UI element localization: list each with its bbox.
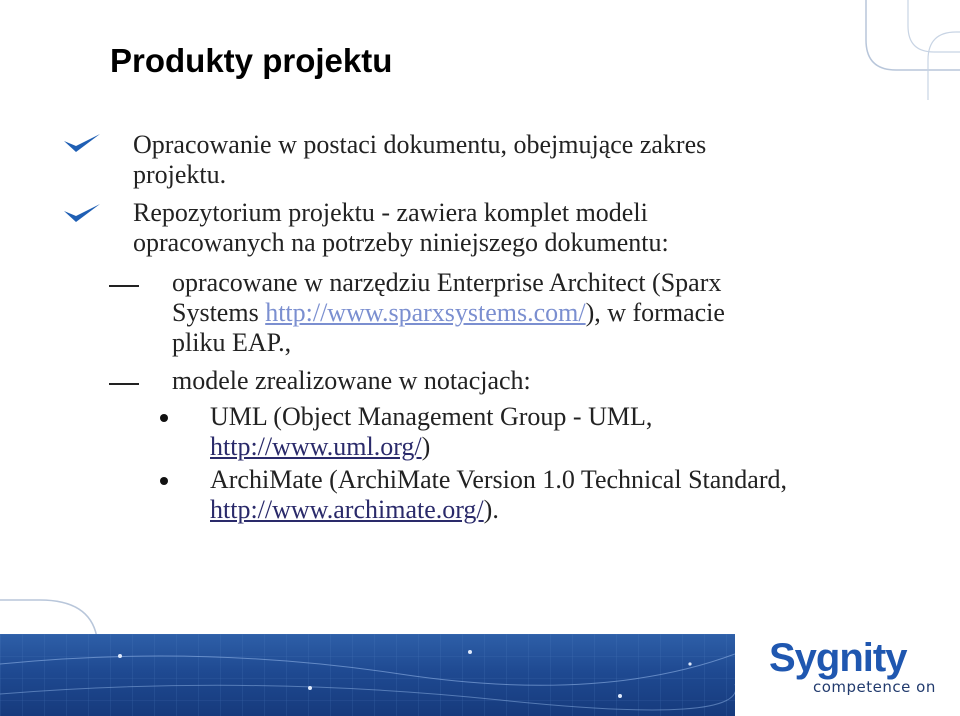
list-item [172,366,862,396]
item-line: Opracowanie w postaci dokumentu, obejmujące zakres [133,130,707,159]
checkmark-bullet-icon [62,202,102,226]
dash-bullet [109,285,139,287]
item-text: ), w formacie [585,298,725,327]
sparxsystems-link[interactable]: http://www.sparxsystems.com/ [265,298,586,327]
item-line [210,495,900,525]
item-line: opracowanych na potrzeby niniejszego dokumentu: [133,228,669,257]
slide-title: Produkty projektu [110,42,393,79]
brand-tagline: competence on [813,678,936,696]
item-line: projektu. [133,160,227,189]
item-line: opracowane w narzędziu Enterprise Architect (Sparx [172,268,722,297]
item-line: Repozytorium projektu - zawiera komplet modeli [133,198,648,227]
brand-name: Sygnity [769,636,907,680]
brand-logo [765,634,945,716]
dot-bullet [160,414,168,422]
list-item [133,130,833,190]
dot-bullet [160,477,168,485]
checkmark-bullet-icon [62,132,102,156]
item-line [210,432,900,462]
list-item [172,268,862,358]
item-line: pliku EAP., [172,328,292,357]
footer [0,634,960,716]
list-item [210,465,900,525]
archimate-link[interactable]: http://www.archimate.org/ [210,495,484,524]
banner-pattern [0,634,735,716]
uml-link[interactable]: http://www.uml.org/ [210,432,422,461]
footer-banner [0,634,735,716]
item-text: Systems [172,298,266,327]
dash-bullet [109,383,139,385]
item-line: UML (Object Management Group - UML, [210,402,653,431]
item-text: ). [483,495,499,524]
item-text: ) [421,432,431,461]
item-line [172,298,862,328]
item-line: ArchiMate (ArchiMate Version 1.0 Technical Standard, [210,465,787,494]
item-line: modele zrealizowane w notacjach: [172,366,531,395]
list-item [210,402,900,462]
list-item [133,198,833,258]
